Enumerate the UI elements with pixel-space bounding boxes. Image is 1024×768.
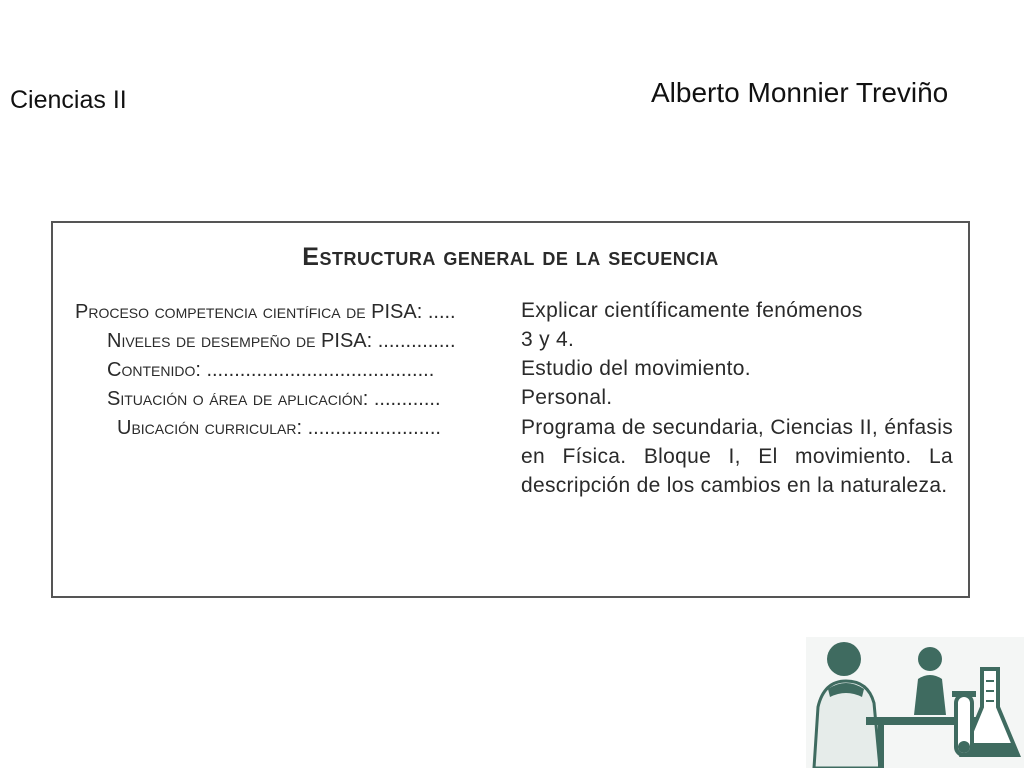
science-lab-illustration	[806, 637, 1024, 768]
row-value: Personal.	[521, 386, 613, 409]
row-value: 3 y 4.	[521, 328, 575, 351]
sequence-box	[51, 221, 970, 598]
row-value: Estudio del movimiento.	[521, 357, 751, 380]
row-label: Niveles de desempeño de PISA: ..............	[107, 330, 456, 352]
row-label: Ubicación curricular: ........................	[117, 417, 441, 439]
sequence-heading: Estructura general de la secuencia	[302, 243, 719, 271]
course-title: Ciencias II	[10, 86, 127, 114]
lab-scene-icon	[806, 637, 1024, 768]
row-value: Programa de secundaria, Ciencias II, énfasis en Física. Bloque I, El movimiento. La descripción de los cambios en la naturaleza.	[521, 416, 953, 497]
author-name: Alberto Monnier Treviño	[651, 77, 949, 108]
row-value: Explicar científicamente fenómenos	[521, 299, 863, 322]
row-label: Proceso competencia científica de PISA: .....	[75, 301, 456, 323]
row-label: Situación o área de aplicación: ............	[107, 388, 441, 410]
row-label: Contenido: .........................................	[107, 359, 435, 381]
